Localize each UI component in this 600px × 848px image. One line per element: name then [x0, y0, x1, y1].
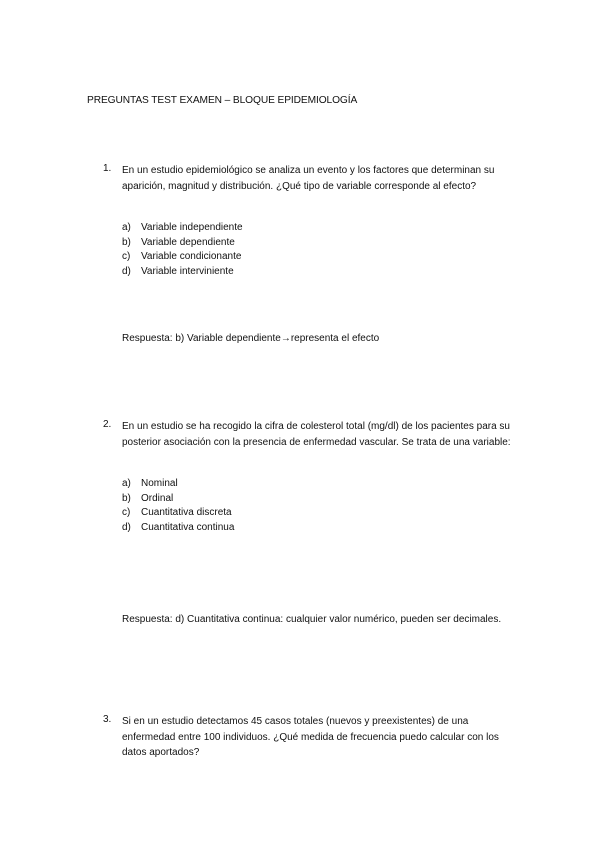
options-list — [122, 221, 422, 279]
option-d: d) Cuantitativa continua — [122, 521, 235, 533]
page-title: PREGUNTAS TEST EXAMEN – BLOQUE EPIDEMIOLOGÍA — [87, 95, 358, 106]
answer-text: Respuesta: b) Variable dependiente→representa el efecto — [122, 333, 380, 344]
question-number: 2. — [103, 419, 112, 430]
options-list — [122, 477, 422, 535]
option-c: c) Variable condicionante — [122, 251, 242, 262]
question-text: En un estudio epidemiológico se analiza un evento y los factores que determinan su aparición, magnitud y distribución. ¿Qué tipo de variable corresponde al efecto? — [122, 165, 495, 192]
option-a: a) Variable independiente — [122, 222, 243, 233]
question-3 — [103, 714, 523, 774]
option-a: a) Nominal — [122, 478, 178, 489]
option-b: b) Variable dependiente — [122, 236, 235, 248]
question-number: 1. — [103, 163, 112, 174]
question-2 — [103, 419, 523, 649]
option-d: d) Variable interviniente — [122, 265, 234, 277]
question-text: En un estudio se ha recogido la cifra de colesterol total (mg/dl) de los pacientes para su posterior asociación con la presencia de enfermedad vascular. Se trata de una variable: — [122, 421, 511, 448]
question-number: 3. — [103, 714, 112, 725]
option-b: b) Ordinal — [122, 492, 174, 504]
option-c: c) Cuantitativa discreta — [122, 507, 232, 518]
question-text: Si en un estudio detectamos 45 casos totales (nuevos y preexistentes) de una enfermedad entre 100 individuos. ¿Qué medida de frecuencia puedo calcular con los datos aportados? — [122, 716, 499, 758]
answer-text: Respuesta: d) Cuantitativa continua: cualquier valor numérico, pueden ser decimales. — [122, 614, 502, 625]
question-1 — [103, 163, 523, 353]
